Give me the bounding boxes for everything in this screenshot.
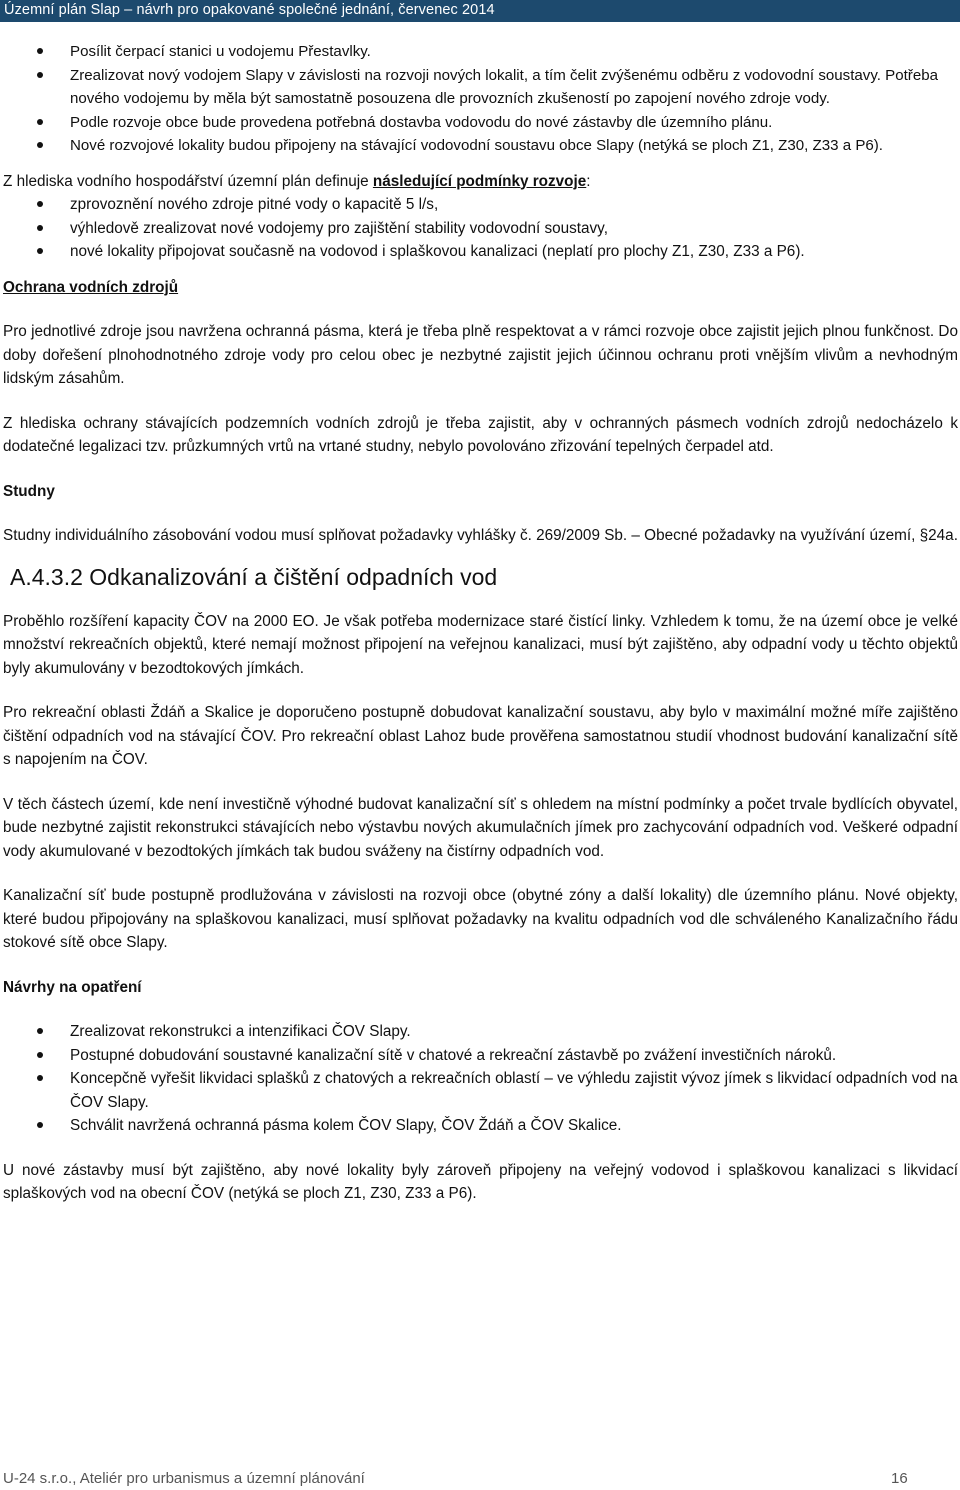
closing-paragraph: U nové zástavby musí být zajištěno, aby nové lokality byly zároveň připojeny na veřejný vodovod i splaškovou kanalizaci s likvidací splaškových vod na obecní ČOV (netýká se ploch Z1, Z30, Z33 a P6).	[3, 1161, 958, 1202]
list-item: nové lokality připojovat současně na vodovod i splaškovou kanalizaci (neplatí pro plochy Z1, Z30, Z33 a P6).	[0, 240, 960, 264]
wells-heading: Studny	[3, 482, 55, 500]
list-item: Podle rozvoje obce bude provedena potřebná dostavba vodovodu do nové zástavby dle územního plánu.	[0, 111, 960, 135]
bullet-icon	[37, 248, 43, 254]
bullet-icon	[37, 72, 43, 78]
sewer-paragraph-2: Pro rekreační oblasti Ždáň a Skalice je doporučeno postupně dobudovat kanalizační soustavu, aby bylo v maximální možné míře zajištěno čištění odpadních vod na stávající ČOV. Pro rekreační oblast Lahoz bude prověřena samostatnou studií vhodnost budování kanalizační sítě s napojením na ČOV.	[3, 704, 958, 768]
bullet-icon	[37, 1052, 43, 1058]
protection-paragraph-1: Pro jednotlivé zdroje jsou navržena ochranná pásma, která je třeba plně respektovat a v rámci rozvoje obce zajistit jejich plnou funkčnost. Do doby dořešení plnohodnotného zdroje vody pro celou obec je nezbytné zajistit jejich účinnou ochranu proti vnějším vlivům a nevhodným lidským zásahům.	[3, 323, 958, 387]
list-item: Zrealizovat rekonstrukci a intenzifikaci ČOV Slapy.	[0, 1020, 960, 1044]
list-item: Posílit čerpací stanici u vodojemu Přestavlky.	[0, 40, 960, 64]
page-header-bar	[0, 0, 960, 22]
conditions-intro: Z hlediska vodního hospodářství územní plán definuje následující podmínky rozvoje:	[3, 172, 591, 190]
bullet-icon	[37, 48, 43, 54]
water-measures-list	[0, 40, 960, 158]
list-item: zprovoznění nového zdroje pitné vody o kapacitě 5 l/s,	[0, 193, 960, 217]
document-body	[0, 40, 960, 1206]
proposals-list	[0, 1020, 960, 1138]
bullet-icon	[37, 119, 43, 125]
conditions-emphasis: následující podmínky rozvoje	[372, 172, 587, 190]
list-item: Zrealizovat nový vodojem Slapy v závislosti na rozvoji nových lokalit, a tím čelit zvýšenému odběru z vodovodní soustavy. Potřeba nového vodojemu by měla být samostatně posouzena dle provozních zkušeností po zapojení nového zdroje vody.	[0, 64, 960, 111]
page-number: 16	[891, 1470, 908, 1487]
list-item: Nové rozvojové lokality budou připojeny na stávající vodovodní soustavu obce Slapy (netýká se ploch Z1, Z30, Z33 a P6).	[0, 134, 960, 158]
protection-heading: Ochrana vodních zdrojů	[3, 278, 179, 296]
footer-company: U-24 s.r.o., Ateliér pro urbanismus a územní plánování	[3, 1470, 365, 1487]
proposals-heading: Návrhy na opatření	[3, 978, 142, 996]
bullet-icon	[37, 1075, 43, 1081]
bullet-icon	[37, 1122, 43, 1128]
list-item: Postupné dobudování soustavné kanalizační sítě v chatové a rekreační zástavbě po zvážení investičních nároků.	[0, 1044, 960, 1068]
bullet-icon	[37, 201, 43, 207]
list-item: Schválit navržená ochranná pásma kolem ČOV Slapy, ČOV Ždáň a ČOV Skalice.	[0, 1114, 960, 1138]
section-heading: A.4.3.2 Odkanalizování a čištění odpadních vod	[10, 563, 498, 590]
wells-paragraph: Studny individuálního zásobování vodou musí splňovat požadavky vyhlášky č. 269/2009 Sb. – Obecné požadavky na využívání území, §24a.	[3, 527, 958, 544]
list-item: Koncepčně vyřešit likvidaci splašků z chatových a rekreačních oblastí – ve výhledu zajistit vývoz jímek s likvidací odpadních vod na ČOV Slapy.	[0, 1067, 960, 1114]
bullet-icon	[37, 1028, 43, 1034]
sewer-paragraph-3: V těch částech území, kde není investičně výhodné budovat kanalizační síť s ohledem na místní podmínky a počet trvale bydlících obyvatel, bude nezbytné zajistit rekonstrukci stávajících nebo výstavbu nových akumulačních jímek pro zachycování odpadních vod. Veškeré odpadní vody akumulované v bezodtokých jímkách tak budou sváženy na čistírny odpadních vod.	[3, 795, 958, 860]
bullet-icon	[37, 225, 43, 231]
sewer-paragraph-4: Kanalizační síť bude postupně prodlužována v závislosti na rozvoji obce (obytné zóny a další lokality) dle územního plánu. Nové objekty, které budou připojovány na splaškovou kanalizaci, musí splňovat požadavky na kvalitu odpadních vod dle schváleného Kanalizačního řádu stokové sítě obce Slapy.	[3, 887, 958, 951]
bullet-icon	[37, 142, 43, 148]
protection-paragraph-2: Z hlediska ochrany stávajících podzemních vodních zdrojů je třeba zajistit, aby v ochranných pásmech vodních zdrojů nedocházelo k dodatečné legalizaci tzv. průzkumných vrtů na vrtané studny, nebylo povolováno zřizování tepelných čerpadel atd.	[3, 414, 958, 455]
page-footer	[3, 1470, 958, 1490]
list-item: výhledově zrealizovat nové vodojemy pro zajištění stability vodovodní soustavy,	[0, 217, 960, 241]
conditions-list	[0, 193, 960, 264]
page-header-title: Územní plán Slap – návrh pro opakované společné jednání, červenec 2014	[4, 2, 495, 18]
sewer-paragraph-1: Proběhlo rozšíření kapacity ČOV na 2000 EO. Je však potřeba modernizace staré čistící linky. Vzhledem k tomu, že na území obce je velké množství rekreačních objektů, které nemají možnost připojení na veřejnou kanalizaci, musí být zajištěno, aby odpadní vody u těchto objektů byly akumulovány v bezodtokových jímkách.	[3, 612, 958, 677]
